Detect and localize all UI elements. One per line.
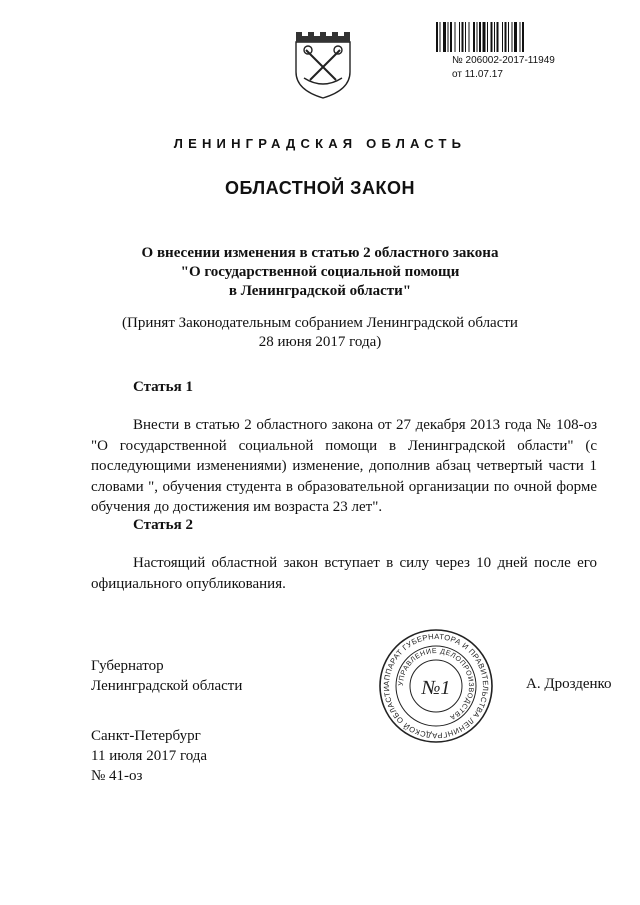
barcode-bar <box>497 22 499 52</box>
article-1-heading: Статья 1 <box>133 379 193 395</box>
barcode-bar <box>462 22 464 52</box>
barcode-bar <box>491 22 493 52</box>
barcode-bar <box>508 22 509 52</box>
law-title-line: в Ленинградской области" <box>228 283 412 299</box>
signatory-position-line: Губернатор <box>91 658 164 674</box>
seal-inner-text: УПРАВЛЕНИЕ ДЕЛОПРОИЗВОДСТВА <box>397 647 475 721</box>
article-2-text: Настоящий областной закон вступает в силу через 10 дней после его официального опубликования. <box>91 555 597 592</box>
barcode-icon <box>436 22 586 52</box>
article-1-text: Внести в статью 2 областного закона от 27 декабря 2013 года № 108-оз "О государственной социальной помощи в Ленинградской области" (с последующими изменениями) изменение, дополнив абзац четвертый части 1 словами ", обучения студента в образовательной организации по очной форме обучения до достижения им возраста 23 лет". <box>91 417 597 515</box>
signatory-name: А. Дрозденко <box>526 676 612 692</box>
barcode-bar <box>465 22 466 52</box>
barcode-bar <box>440 22 441 52</box>
adoption-note <box>0 314 640 352</box>
barcode-bar <box>487 22 488 52</box>
barcode-bar <box>436 22 438 52</box>
region-heading: ЛЕНИНГРАДСКАЯ ОБЛАСТЬ <box>173 136 467 151</box>
barcode-bar <box>512 22 513 52</box>
barcode-bar <box>505 22 507 52</box>
signatory-position <box>91 656 242 696</box>
adoption-note-line: (Принят Законодательным собранием Ленинградской области <box>122 315 518 331</box>
barcode-bar <box>479 22 481 52</box>
adoption-note-line: 28 июня 2017 года) <box>258 334 382 350</box>
barcode-bar <box>483 22 486 52</box>
coat-of-arms-icon <box>290 28 356 100</box>
barcode-bar <box>514 22 517 52</box>
barcode-bar <box>522 22 524 52</box>
barcode-bar <box>469 22 470 52</box>
place-city: Санкт-Петербург <box>91 728 201 744</box>
law-title-line: О внесении изменения в статью 2 областного закона <box>141 245 499 261</box>
article-2-heading: Статья 2 <box>133 517 193 533</box>
signing-date: 11 июля 2017 года <box>91 748 208 764</box>
law-number: № 41-оз <box>91 768 143 784</box>
document-type: ОБЛАСТНОЙ ЗАКОН <box>225 178 415 198</box>
official-seal-icon <box>378 628 494 744</box>
barcode-bar <box>494 22 495 52</box>
barcode-bar <box>459 22 460 52</box>
barcode-bar <box>477 22 478 52</box>
barcode-bar <box>448 22 449 52</box>
barcode-bar <box>473 22 475 52</box>
barcode-bar <box>520 22 521 52</box>
place-date-block <box>91 726 207 786</box>
barcode-bar <box>455 22 456 52</box>
barcode-bar <box>502 22 503 52</box>
registration-number: № 206002-2017-11949 <box>452 55 555 66</box>
law-title-line: "О государственной социальной помощи <box>180 264 460 280</box>
signatory-position-line: Ленинградской области <box>91 678 243 694</box>
seal-outer-text: АППАРАТ ГУБЕРНАТОРА И ПРАВИТЕЛЬСТВА ЛЕНИНГРАДСКОЙ ОБЛАСТИ <box>381 631 491 741</box>
registration-date: от 11.07.17 <box>452 69 503 80</box>
seal-number: №1 <box>421 677 451 699</box>
barcode-bar <box>443 22 446 52</box>
law-title <box>0 244 640 301</box>
barcode-bar <box>450 22 452 52</box>
